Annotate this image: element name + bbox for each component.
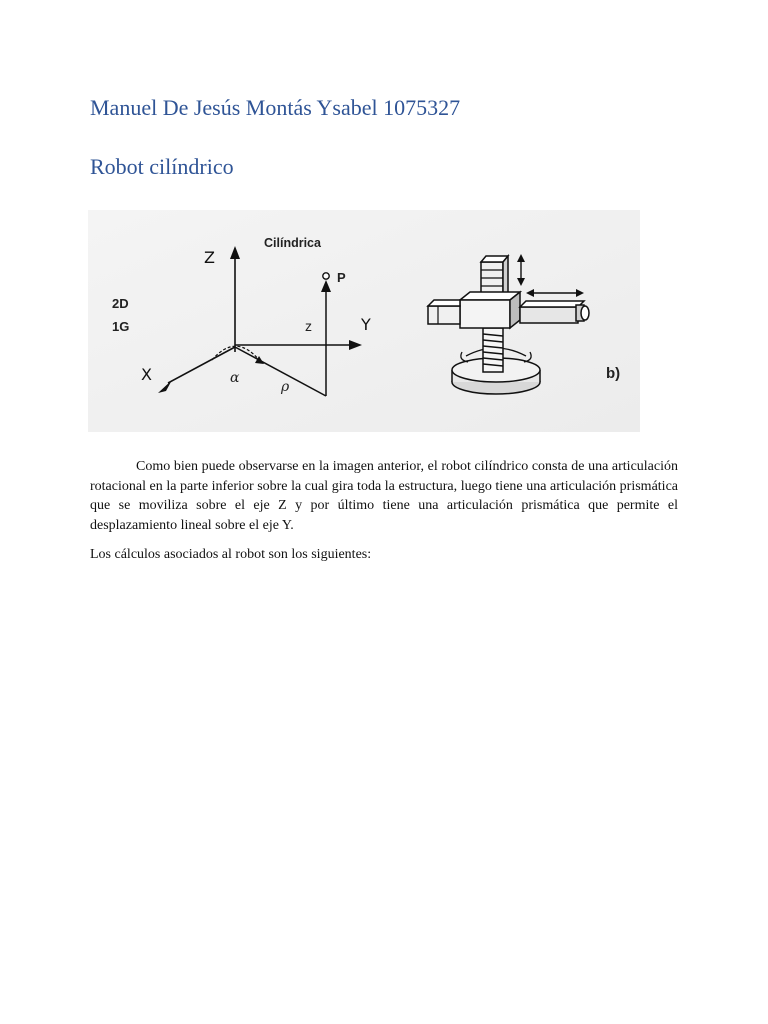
robot-diagram	[88, 210, 640, 432]
right-horizontal-arm	[520, 307, 578, 323]
left-stub-arm	[428, 306, 460, 324]
axis-label-x: X	[141, 365, 152, 384]
point-label-p: P	[337, 270, 346, 285]
caption-cilindrica: Cilíndrica	[264, 236, 321, 250]
point-p-marker	[323, 273, 329, 279]
right-arm-top	[520, 301, 584, 307]
left-stub-arm-top	[428, 300, 460, 306]
axis-label-z: Z	[204, 248, 215, 267]
calculations-intro: Los cálculos asociados al robot son los siguientes:	[90, 547, 372, 562]
alpha-label: α	[230, 370, 240, 386]
axis-label-y: Y	[361, 315, 371, 334]
central-block-front	[460, 300, 510, 328]
label-2d: 2D	[112, 296, 129, 311]
height-label-z: z	[305, 318, 312, 334]
rho-label: ρ	[281, 379, 290, 395]
section-title: Robot cilíndrico	[90, 154, 234, 179]
description-paragraph: Como bien puede observarse en la imagen anterior, el robot cilíndrico consta de una articulación rotacional en la parte inferior sobre la cual gira toda la estructura, luego tiene una articulación prismática que se moviliza sobre el eje Z y por último tiene una articulación prismática que permite el desplazamiento lineal sobre el eje Y.	[90, 459, 678, 533]
label-1g: 1G	[112, 319, 130, 334]
author-heading: Manuel De Jesús Montás Ysabel 1075327	[90, 95, 461, 120]
right-arm-tip	[581, 306, 589, 320]
cylindrical-robot-figure	[88, 210, 640, 432]
panel-label-b: b)	[606, 365, 621, 382]
